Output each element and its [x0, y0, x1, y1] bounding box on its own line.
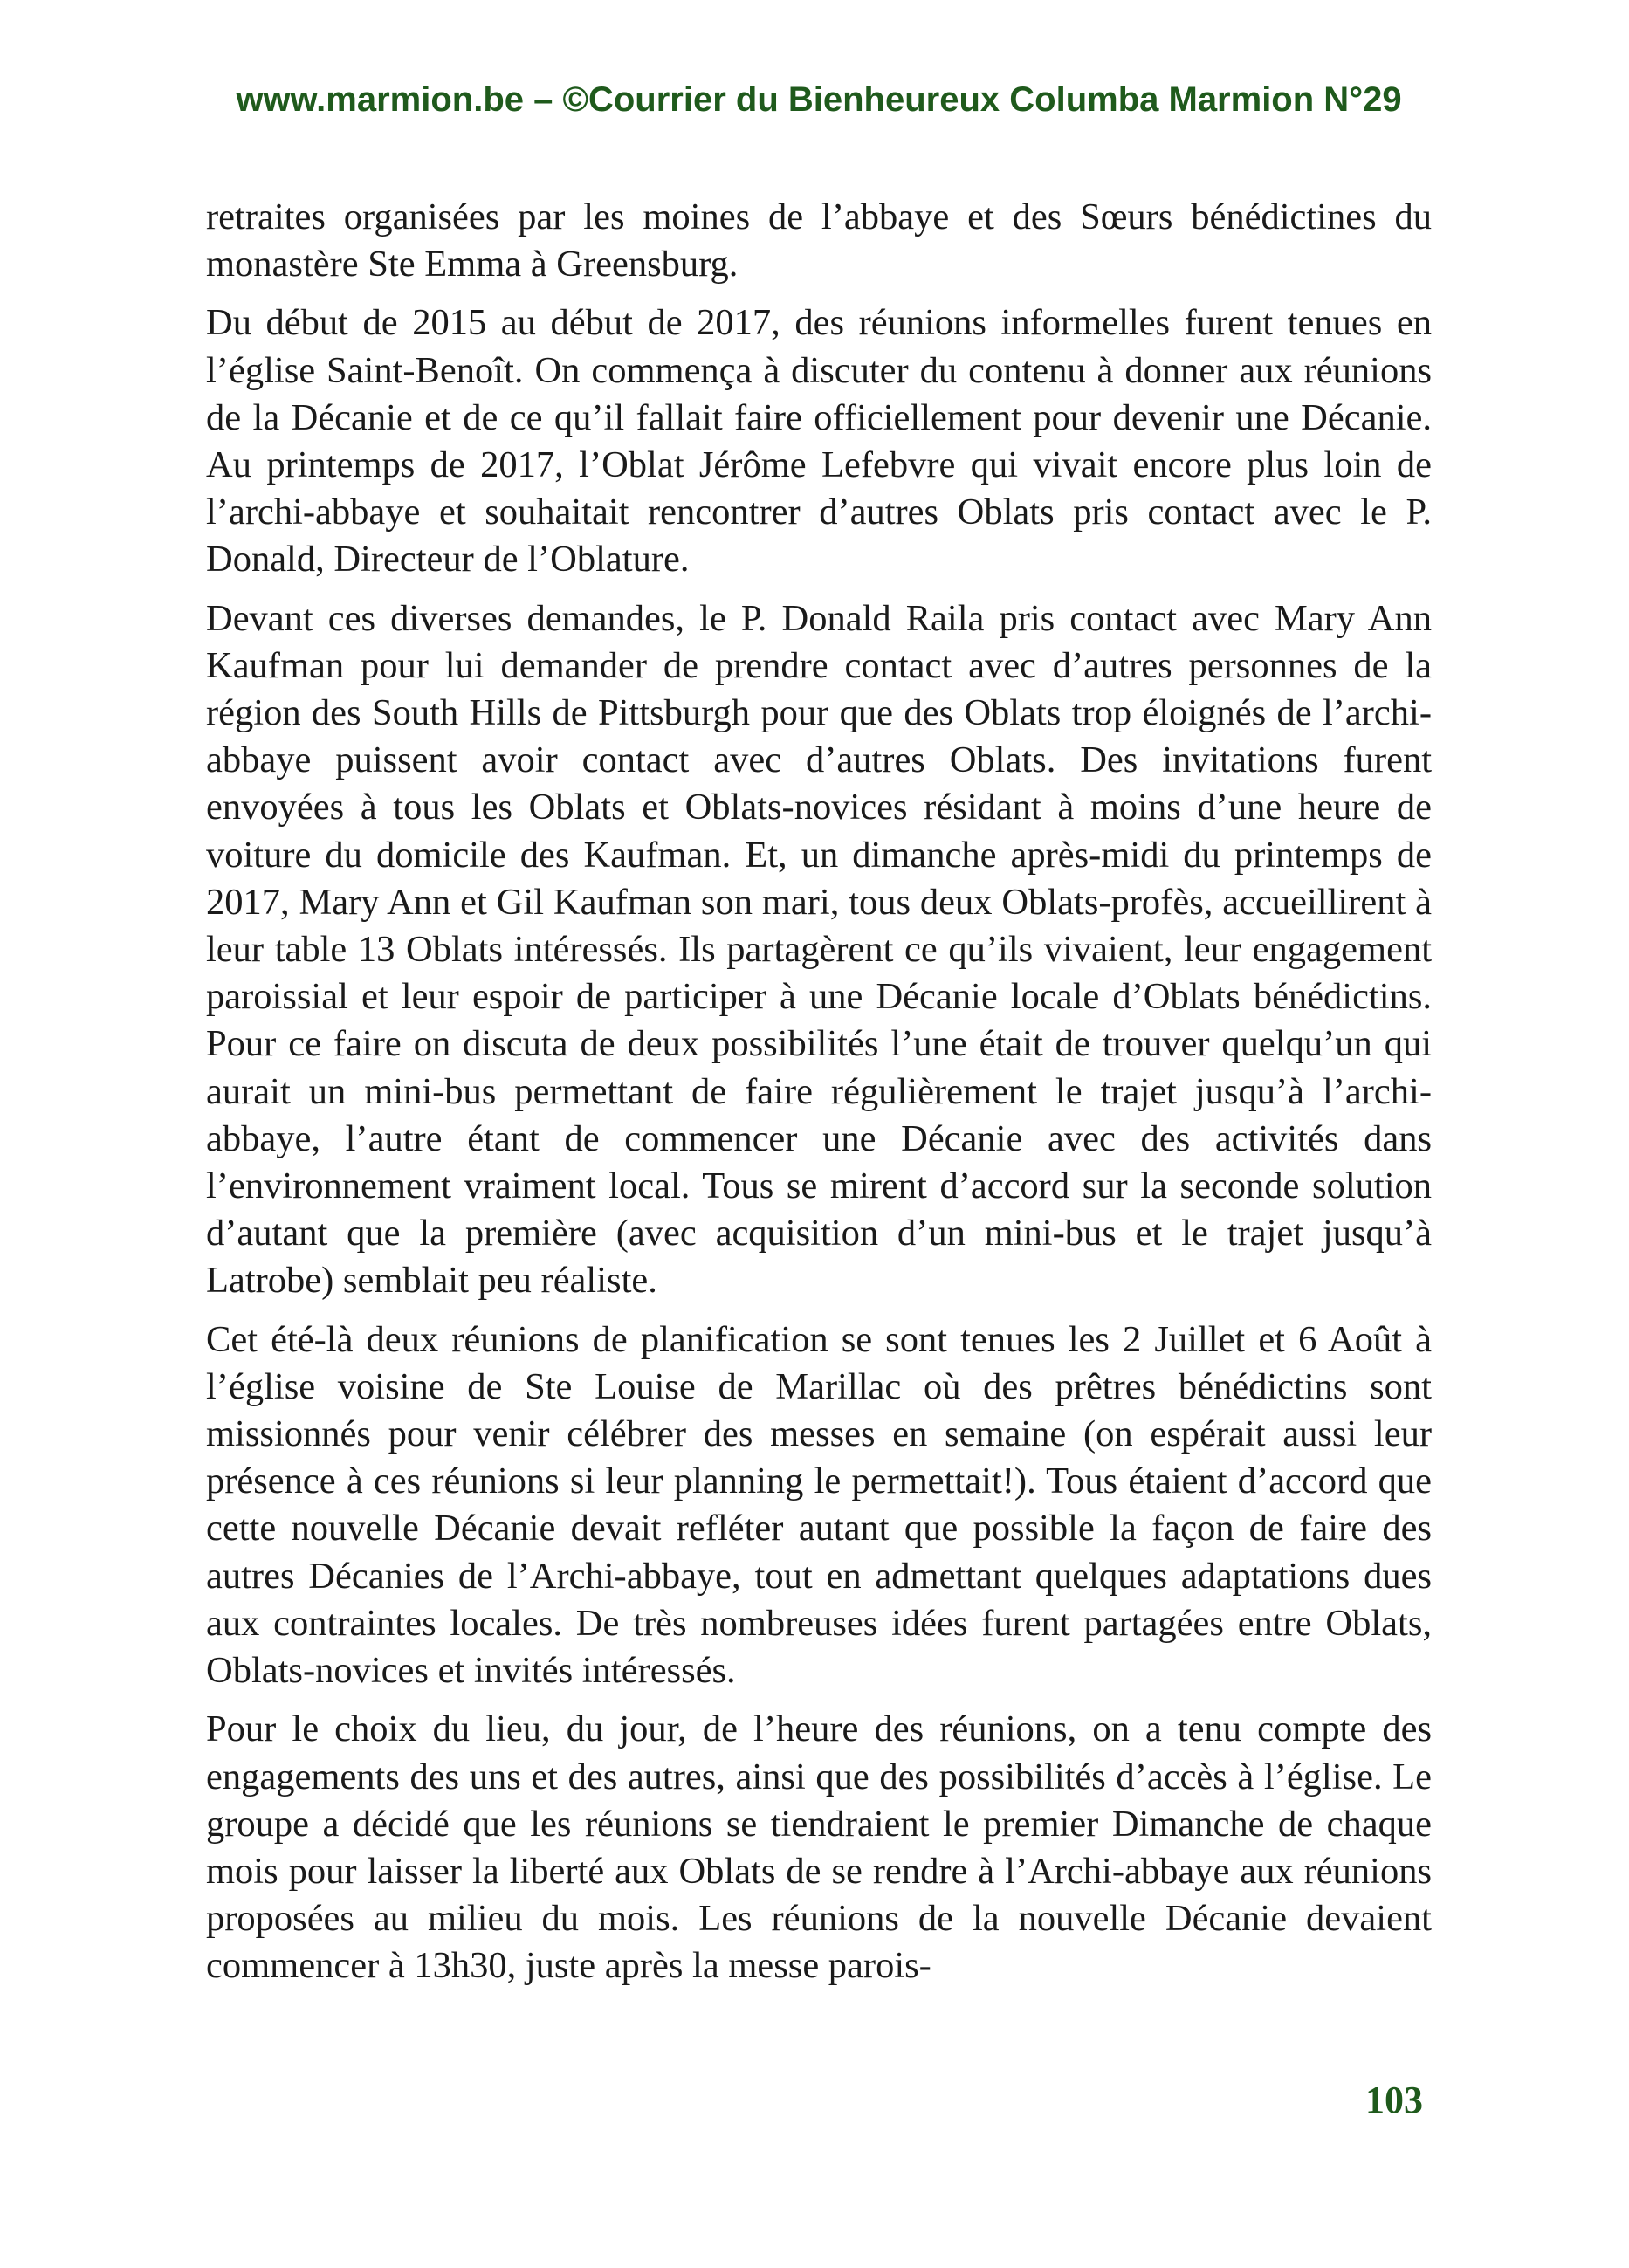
paragraph: Devant ces diverses demandes, le P. Donald Raila pris contact avec Mary Ann Kaufman pour lui demander de prendre contact avec d’autres personnes de la région des South Hills de Pittsburgh pour que des Oblats trop éloignés de l’archi-abbaye puissent avoir contact avec d’autres Oblats. Des invitations furent envoyées à tous les Oblats et Oblats-novices résidant à moins d’une heure de voiture du domicile des Kaufman. Et, un dimanche après-midi du printemps de 2017, Mary Ann et Gil Kaufman son mari, tous deux Oblats-profès, accueillirent à leur table 13 Oblats intéressés. Ils partagèrent ce qu’ils vivaient, leur engagement paroissial et leur espoir de participer à une Décanie locale d’Oblats bénédictins. Pour ce faire on discuta de deux possibilités l’une était de trouver quelqu’un qui aurait un mini-bus permettant de faire régulièrement le trajet jusqu’à l’archi-abbaye, l’autre étant de commencer une Décanie avec des activités dans l’environnement vraiment local. Tous se mirent d’accord sur la seconde solution d’autant que la première (avec acquisition d’un mini-bus et le trajet jusqu’à Latrobe) semblait peu réaliste. — [206, 597, 1432, 1302]
running-header: www.marmion.be – ©Courrier du Bienheureux Columba Marmion N°29 — [236, 80, 1402, 119]
paragraph: Cet été-là deux réunions de planification se sont tenues les 2 Juillet et 6 Août à l’église voisine de Ste Louise de Marillac où des prêtres bénédictins sont missionnés pour venir célébrer des messes en semaine (on espérait aussi leur présence à ces réunions si leur planning le permettait!). Tous étaient d’accord que cette nouvelle Décanie devait refléter autant que possible la façon de faire des autres Décanies de l’Archi-abbaye, tout en admettant quelques adaptations dues aux contraintes locales. De très nombreuses idées furent partagées entre Oblats, Oblats-novices et invités intéressés. — [206, 1318, 1432, 1692]
page-number: 103 — [1365, 2079, 1423, 2121]
paragraph: retraites organisées par les moines de l’abbaye et des Sœurs bénédictines du monastère Ste Emma à Greensburg. — [206, 196, 1432, 285]
paragraph: Du début de 2015 au début de 2017, des réunions informelles furent tenues en l’église Saint-Benoît. On commença à discuter du contenu à donner aux réunions de la Décanie et de ce qu’il fallait faire officiellement pour devenir une Décanie. Au printemps de 2017, l’Oblat Jérôme Lefebvre qui vivait encore plus loin de l’archi-abbaye et souhaitait rencontrer d’autres Oblats pris contact avec le P. Donald, Directeur de l’Oblature. — [206, 302, 1432, 581]
article-body — [206, 194, 1432, 2002]
paragraph: Pour le choix du lieu, du jour, de l’heure des réunions, on a tenu compte des engagements des uns et des autres, ainsi que des possibilités d’accès à l’église. Le groupe a décidé que les réunions se tiendraient le premier Dimanche de chaque mois pour laisser la liberté aux Oblats de se rendre à l’Archi-abbaye aux réunions proposées au milieu du mois. Les réunions de la nouvelle Décanie devaient commencer à 13h30, juste après la messe parois- — [206, 1708, 1432, 1987]
